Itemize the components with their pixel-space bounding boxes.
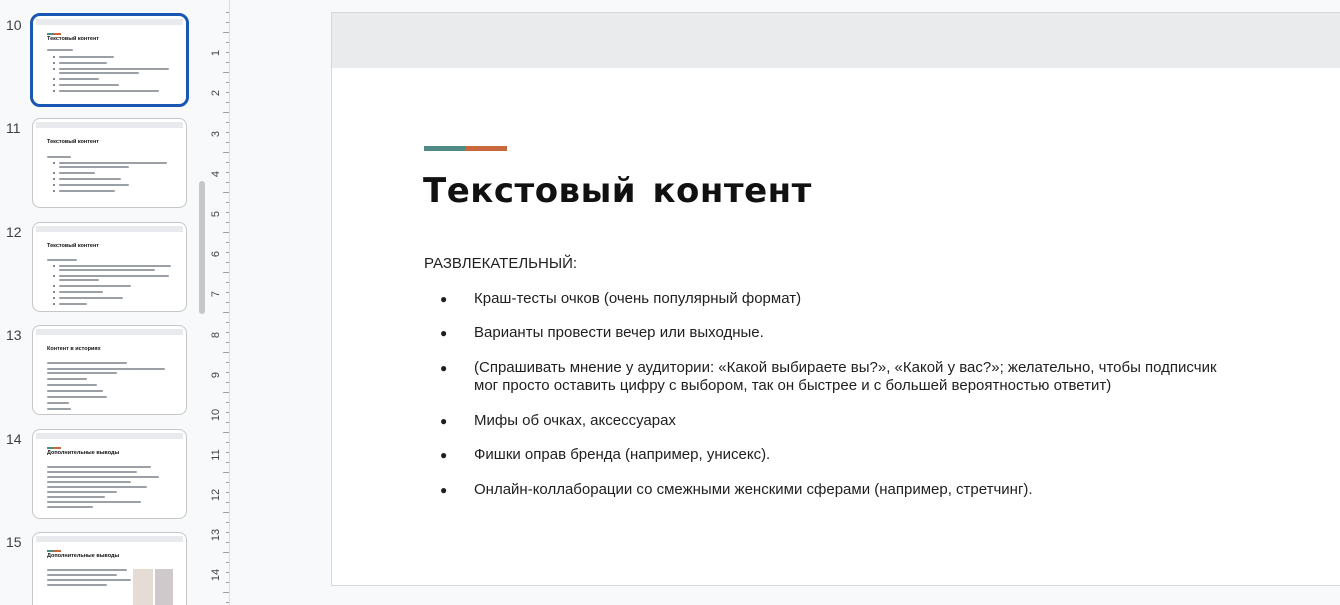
ruler-label: 9: [210, 371, 222, 379]
slide-number: 11: [6, 120, 21, 136]
thumb-title: Текстовый контент: [47, 243, 99, 249]
thumb-bullet: [53, 184, 55, 186]
thumb-bullet: [53, 178, 55, 180]
ruler-tick: [226, 522, 229, 523]
ruler-tick: [226, 82, 229, 83]
thumb-title: Текстовый контент: [47, 139, 99, 145]
bullet-text: Краш-тесты очков (очень популярный формат): [474, 290, 802, 307]
thumb-bullet: [53, 90, 55, 92]
slide-number: 13: [6, 327, 22, 343]
slide-title[interactable]: Текстовый контент: [423, 171, 812, 211]
thumb-text-line: [59, 297, 123, 299]
thumb-text-line: [59, 303, 87, 305]
ruler-tick: [226, 342, 229, 343]
thumb-text-line: [59, 178, 121, 180]
ruler-tick: [223, 512, 229, 513]
thumb-text-line: [59, 162, 167, 164]
slide-thumbnail[interactable]: [32, 429, 187, 519]
thumb-text-line: [47, 49, 73, 51]
ruler-tick: [223, 112, 229, 113]
ruler-tick: [226, 532, 229, 533]
ruler-tick: [223, 552, 229, 553]
thumb-accent: [47, 447, 61, 449]
thumb-text-line: [47, 402, 69, 404]
thumb-bullet: [53, 285, 55, 287]
ruler-tick: [226, 322, 229, 323]
ruler-tick: [226, 182, 229, 183]
ruler-label: 4: [210, 170, 222, 178]
thumb-text-line: [47, 471, 137, 473]
thumb-text-line: [59, 265, 171, 267]
thumb-text-line: [47, 390, 103, 392]
ruler-label: 10: [210, 408, 222, 422]
ruler-tick: [226, 302, 229, 303]
thumb-text-line: [47, 466, 151, 468]
thumb-text-line: [47, 156, 71, 158]
thumb-image: [155, 569, 173, 605]
thumb-text-line: [59, 285, 131, 287]
ruler-tick: [226, 482, 229, 483]
filmstrip-item-15[interactable]: [0, 532, 197, 605]
thumb-image: [133, 569, 153, 605]
thumb-title: Контент в историях: [47, 346, 101, 352]
ruler-tick: [223, 392, 229, 393]
slide-thumbnail[interactable]: [30, 13, 189, 107]
ruler-tick: [226, 332, 229, 333]
accent-orange: [465, 146, 507, 151]
ruler-tick: [223, 152, 229, 153]
thumb-header-band: [36, 122, 183, 128]
bullet-text: Онлайн-коллаборации со смежными женскими сферами (например, стретчинг).: [474, 481, 1033, 498]
thumb-text-line: [59, 56, 114, 58]
filmstrip-item-13[interactable]: [0, 325, 197, 419]
thumb-text-line: [59, 166, 129, 168]
thumb-header-band: [36, 433, 183, 439]
thumb-text-line: [59, 78, 99, 80]
bullet-dot: ●: [440, 483, 448, 497]
bullet-dot: ●: [440, 414, 448, 428]
ruler-tick: [226, 222, 229, 223]
ruler-tick: [226, 172, 229, 173]
thumb-text-line: [59, 90, 159, 92]
thumb-title: Текстовый контент: [47, 36, 99, 42]
thumb-bullet: [53, 78, 55, 80]
ruler-tick: [226, 92, 229, 93]
bullet-dot: ●: [440, 361, 448, 375]
thumb-text-line: [47, 372, 117, 374]
ruler-tick: [223, 432, 229, 433]
thumb-header-band: [36, 329, 183, 335]
thumb-text-line: [47, 396, 107, 398]
ruler-tick: [226, 602, 229, 603]
ruler-label: 7: [210, 290, 222, 298]
thumb-bullet: [53, 303, 55, 305]
thumb-bullet: [53, 190, 55, 192]
ruler-label: 1: [210, 49, 222, 57]
thumb-text-line: [59, 84, 119, 86]
ruler-tick: [223, 72, 229, 73]
ruler-tick: [223, 312, 229, 313]
ruler-label: 2: [210, 89, 222, 97]
ruler-tick: [226, 22, 229, 23]
ruler-tick: [223, 352, 229, 353]
ruler-tick: [226, 582, 229, 583]
thumb-accent: [47, 33, 61, 35]
thumb-bullet: [53, 162, 55, 164]
thumb-text-line: [59, 275, 169, 277]
slide-canvas[interactable]: [331, 12, 1340, 586]
ruler-tick: [226, 212, 229, 213]
ruler-tick: [226, 52, 229, 53]
ruler-tick: [226, 122, 229, 123]
thumb-text-line: [47, 481, 131, 483]
bullet-dot: ●: [440, 326, 448, 340]
thumb-bullet: [53, 265, 55, 267]
thumb-text-line: [47, 574, 117, 576]
ruler-tick: [226, 42, 229, 43]
bullet-dot: ●: [440, 448, 448, 462]
filmstrip-item-11[interactable]: [0, 118, 197, 212]
slide-number: 15: [6, 534, 22, 550]
ruler-tick: [226, 252, 229, 253]
thumb-text-line: [47, 259, 77, 261]
ruler-tick: [226, 452, 229, 453]
thumb-bullet: [53, 84, 55, 86]
thumb-header-band: [36, 536, 183, 542]
ruler-tick: [226, 372, 229, 373]
ruler-label: 8: [210, 331, 222, 339]
ruler-tick: [226, 202, 229, 203]
thumb-text-line: [59, 279, 99, 281]
thumb-title: Дополнительные выводы: [47, 553, 120, 559]
thumb-bullet: [53, 297, 55, 299]
slide-thumbnail[interactable]: [32, 532, 187, 605]
filmstrip-item-10[interactable]: [0, 15, 197, 109]
ruler-tick: [226, 572, 229, 573]
ruler-label: 5: [210, 210, 222, 218]
thumb-text-line: [47, 584, 107, 586]
thumb-bullet: [53, 62, 55, 64]
thumb-text-line: [59, 172, 95, 174]
ruler-tick: [226, 142, 229, 143]
thumb-text-line: [59, 68, 169, 70]
slide-thumbnail[interactable]: [32, 222, 187, 312]
ruler-tick: [226, 412, 229, 413]
thumb-bullet: [53, 56, 55, 58]
ruler-tick: [226, 492, 229, 493]
ruler-tick: [226, 132, 229, 133]
thumb-text-line: [59, 291, 103, 293]
ruler-tick: [226, 362, 229, 363]
filmstrip-scrollbar[interactable]: [199, 181, 205, 314]
ruler-label: 14: [210, 568, 222, 582]
filmstrip-item-12[interactable]: [0, 222, 197, 316]
ruler-tick: [226, 162, 229, 163]
slide-subtitle[interactable]: РАЗВЛЕКАТЕЛЬНЫЙ:: [424, 255, 578, 272]
ruler-tick: [226, 442, 229, 443]
ruler-tick: [226, 62, 229, 63]
thumb-text-line: [47, 476, 159, 478]
accent-teal: [424, 146, 465, 151]
thumb-bullet: [53, 172, 55, 174]
ruler-tick: [223, 232, 229, 233]
slide-number: 10: [6, 17, 22, 33]
ruler-label: 13: [210, 528, 222, 542]
bullet-text: Варианты провести вечер или выходные.: [474, 324, 764, 341]
thumb-text-line: [47, 378, 87, 380]
ruler-tick: [223, 472, 229, 473]
slide-number: 12: [6, 224, 22, 240]
ruler-tick: [226, 242, 229, 243]
thumb-text-line: [47, 569, 127, 571]
bullet-text: (Спрашивать мнение у аудитории: «Какой выбираете вы?», «Какой у вас?»; желательно, чтобы подписчик мог просто оставить цифру с выбором, так он быстрее и с большей вероятностью ответит): [474, 359, 1217, 394]
thumb-header-band: [36, 19, 183, 25]
thumb-text-line: [47, 486, 147, 488]
thumb-text-line: [47, 579, 131, 581]
title-accent-bar: [424, 146, 507, 151]
thumb-text-line: [47, 362, 127, 364]
thumb-title: Дополнительные выводы: [47, 450, 120, 456]
bullet-text: Мифы об очках, аксессуарах: [474, 412, 676, 429]
ruler-tick: [223, 592, 229, 593]
ruler-tick: [226, 12, 229, 13]
ruler-tick: [226, 462, 229, 463]
ruler-tick: [226, 292, 229, 293]
ruler-tick: [226, 562, 229, 563]
thumb-text-line: [47, 408, 71, 410]
ruler-tick: [226, 262, 229, 263]
slide-thumbnail[interactable]: [32, 325, 187, 415]
vertical-ruler: [206, 0, 230, 605]
ruler-tick: [226, 422, 229, 423]
thumb-text-line: [47, 384, 97, 386]
thumb-text-line: [59, 190, 115, 192]
thumb-bullet: [53, 291, 55, 293]
ruler-tick: [223, 192, 229, 193]
slide-thumbnail[interactable]: [32, 118, 187, 208]
filmstrip-item-14[interactable]: [0, 429, 197, 523]
thumb-text-line: [47, 368, 165, 370]
thumb-text-line: [47, 491, 117, 493]
thumb-bullet: [53, 275, 55, 277]
ruler-label: 3: [210, 130, 222, 138]
ruler-tick: [226, 382, 229, 383]
ruler-label: 6: [210, 250, 222, 258]
thumb-bullet: [53, 68, 55, 70]
ruler-tick: [226, 282, 229, 283]
slide-filmstrip: [0, 0, 197, 605]
slide-header-band: [332, 13, 1340, 68]
thumb-text-line: [59, 62, 107, 64]
ruler-label: 11: [210, 449, 222, 461]
bullet-dot: ●: [440, 292, 448, 306]
slide-number: 14: [6, 431, 22, 447]
thumb-text-line: [47, 496, 105, 498]
ruler-tick: [223, 272, 229, 273]
thumb-header-band: [36, 226, 183, 232]
thumb-text-line: [47, 506, 93, 508]
thumb-text-line: [47, 501, 141, 503]
bullet-text: Фишки оправ бренда (например, унисекс).: [474, 446, 771, 463]
ruler-tick: [226, 542, 229, 543]
ruler-label: 12: [210, 488, 222, 502]
ruler-tick: [226, 102, 229, 103]
ruler-tick: [223, 32, 229, 33]
ruler-tick: [226, 502, 229, 503]
thumb-text-line: [59, 72, 139, 74]
ruler-tick: [226, 402, 229, 403]
thumb-text-line: [59, 184, 129, 186]
thumb-accent: [47, 550, 61, 552]
thumb-text-line: [59, 269, 155, 271]
